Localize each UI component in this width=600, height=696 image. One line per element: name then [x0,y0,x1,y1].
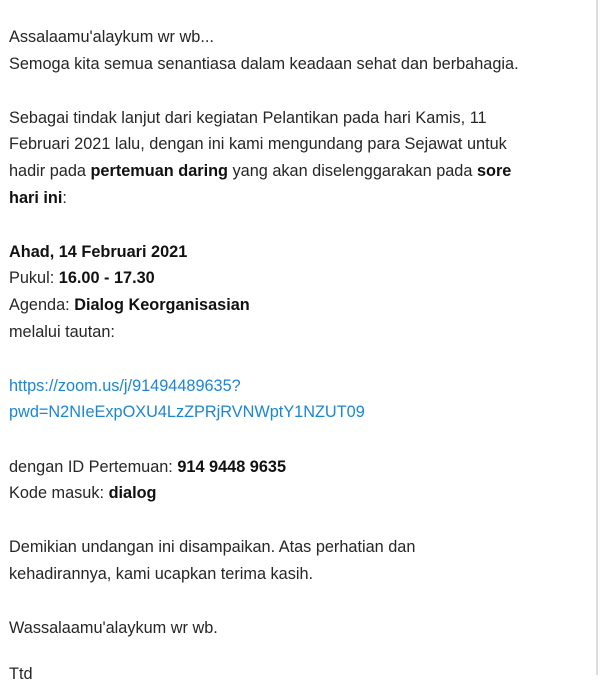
event-agenda [9,292,587,319]
closing-line: Demikian undangan ini disampaikan. Atas perhatian dan [9,538,416,557]
passcode [9,480,587,507]
intro-colon: : [62,188,67,207]
greeting-line: Assalaamu'alaykum wr wb... [9,28,214,46]
time-label: Pukul: [9,269,59,288]
intro-line: Februari 2021 lalu, dengan ini kami mengundang para Sejawat untuk [9,135,507,154]
intro-line [9,158,587,185]
intro-line: Sebagai tindak lanjut dari kegiatan Pelantikan pada hari Kamis, 11 [9,108,487,127]
passcode-value: dialog [108,484,157,503]
intro-line [9,185,587,212]
paragraph-gap [9,426,587,454]
today-emphasis: hari ini [9,188,63,207]
email-body [9,24,587,684]
agenda-label: Agenda: [9,295,75,314]
afternoon-emphasis: sore [476,161,512,180]
paragraph-gap [9,77,587,105]
time-value: 16.00 - 17.30 [58,269,155,288]
zoom-link[interactable] [9,373,587,426]
paragraph-gap [9,345,587,373]
via-link-label: melalui tautan: [9,322,115,341]
paragraph-gap [9,642,587,670]
cutoff-text: Ttd [9,665,33,684]
closing-line: kehadirannya, kami ucapkan terima kasih. [9,564,314,583]
intro-text: hadir pada [9,161,91,180]
paragraph-gap [9,211,587,239]
intro-text: yang akan diselenggarakan pada [228,161,477,180]
signoff: Wassalaamu'alaykum wr wb. [9,619,218,638]
zoom-link-part[interactable]: pwd=N2NIeExpOXU4LzZPRjRVNWptY1NZUT09 [9,403,365,422]
passcode-label: Kode masuk: [9,484,109,503]
pane-divider[interactable] [596,0,598,675]
paragraph-gap [9,587,587,615]
event-date: Ahad, 14 Februari 2021 [9,242,188,261]
agenda-value: Dialog Keorganisasian [74,295,250,314]
wellbeing-line: Semoga kita semua senantiasa dalam keadaan sehat dan berbahagia. [9,54,519,73]
online-meeting-emphasis: pertemuan daring [90,161,228,180]
meeting-id [9,454,587,481]
event-time [9,265,587,292]
paragraph-gap [9,507,587,535]
meeting-id-value: 914 9448 9635 [177,457,287,476]
zoom-link-part[interactable]: https://zoom.us/j/91494489635? [9,376,241,395]
meeting-id-label: dengan ID Pertemuan: [9,457,178,476]
cutoff-line [9,665,587,684]
